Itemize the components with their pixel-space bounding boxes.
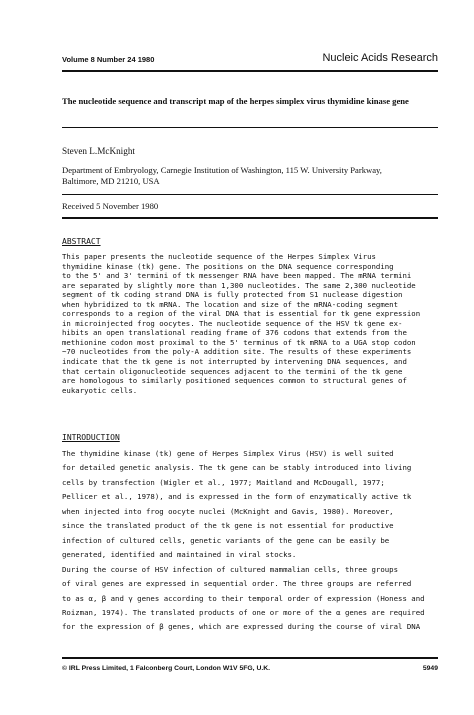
intro-line: of viral genes are expressed in sequential order. The three groups are referred xyxy=(62,579,412,589)
copyright-notice: © IRL Press Limited, 1 Falconberg Court, London W1V 5FG, U.K. xyxy=(62,665,271,672)
affiliation-rule xyxy=(62,194,438,195)
abstract-line: methionine codon most proximal to the 5' terminus of tk mRNA to a UGA stop codon xyxy=(62,337,416,347)
intro-line: cells by transfection (Wigler et al., 1977; Maitland and McDougall, 1977; xyxy=(62,477,385,487)
abstract-line: thymidine kinase (tk) gene. The positions on the DNA sequence corresponding xyxy=(62,261,394,271)
abstract-line: hibits an open translational reading frame of 376 codons that extends from the xyxy=(62,328,407,338)
abstract-line: corresponds to a region of the viral DNA that is essential for tk gene expression xyxy=(62,309,421,319)
author-affiliation xyxy=(62,165,442,187)
abstract-body xyxy=(62,252,442,395)
header-rule xyxy=(62,70,438,72)
intro-line: infection of cultured cells, genetic variants of the gene can be easily be xyxy=(62,535,390,545)
intro-line: Pellicer et al., 1978), and is expressed in the form of enzymatically active tk xyxy=(62,492,412,502)
intro-line: when injected into frog oocyte nuclei (McKnight and Gavis, 1980). Moreover, xyxy=(62,506,394,516)
intro-line: since the translated product of the tk gene is not essential for productive xyxy=(62,521,394,531)
abstract-line: are separated by slightly more than 1,300 nucleotides. The same 2,300 nucleotide xyxy=(62,280,416,290)
author-name: Steven L.McKnight xyxy=(62,146,135,156)
intro-line: The thymidine kinase (tk) gene of Herpes Simplex Virus (HSV) is well suited xyxy=(62,449,394,458)
introduction-heading: INTRODUCTION xyxy=(62,433,120,442)
intro-line: generated, identified and maintained in viral stocks. xyxy=(62,550,297,560)
abstract-line: that certain oligonucleotide sequences adjacent to the termini of the tk gene xyxy=(62,366,403,376)
received-rule xyxy=(62,217,438,219)
abstract-line: in microinjected frog oocytes. The nucleotide sequence of the HSV tk gene ex- xyxy=(62,318,403,328)
intro-line: Roizman, 1974). The translated products of one or more of the α genes are required xyxy=(62,607,425,617)
page-number: 5949 xyxy=(422,665,438,672)
abstract-line: are homologous to similarly positioned sequences common to structural genes of xyxy=(62,376,407,386)
abstract-line: indicate that the tk gene is not interrupted by intervening DNA sequences, and xyxy=(62,357,407,367)
received-date: Received 5 November 1980 xyxy=(62,201,159,211)
abstract-line: when hybridized to tk mRNA. The location and size of the mRNA-coding segment xyxy=(62,299,399,309)
title-rule xyxy=(62,127,438,128)
footer-rule xyxy=(62,657,438,659)
intro-line: to as α, β and γ genes according to their temporal order of expression (Honess and xyxy=(62,593,425,603)
intro-line: for detailed genetic analysis. The tk gene can be stably introduced into living xyxy=(62,463,412,473)
running-header xyxy=(62,52,438,68)
affiliation-line: Department of Embryology, Carnegie Institution of Washington, 115 W. University Parkway, xyxy=(62,165,382,175)
intro-line: for the expression of β genes, which are expressed during the course of viral DNA xyxy=(62,622,421,632)
abstract-heading: ABSTRACT xyxy=(62,237,101,246)
journal-name: Nucleic Acids Research xyxy=(322,52,438,64)
affiliation-line: Baltimore, MD 21210, USA xyxy=(62,176,160,186)
abstract-line: eukaryotic cells. xyxy=(62,385,138,395)
volume-info: Volume 8 Number 24 1980 xyxy=(62,55,155,64)
introduction-body xyxy=(62,447,442,635)
abstract-line: ~70 nucleotides from the poly-A addition site. The results of these experiments xyxy=(62,347,412,357)
intro-line: During the course of HSV infection of cultured mammalian cells, three groups xyxy=(62,564,399,574)
abstract-line: segment of tk coding strand DNA is fully protected from S1 nuclease digestion xyxy=(62,290,403,300)
article-title: The nucleotide sequence and transcript map of the herpes simplex virus thymidine kinase gene xyxy=(62,96,409,106)
abstract-line: This paper presents the nucleotide sequence of the Herpes Simplex Virus xyxy=(62,252,376,261)
abstract-line: to the 5' and 3' termini of tk messenger RNA have been mapped. The mRNA termini xyxy=(62,271,412,281)
